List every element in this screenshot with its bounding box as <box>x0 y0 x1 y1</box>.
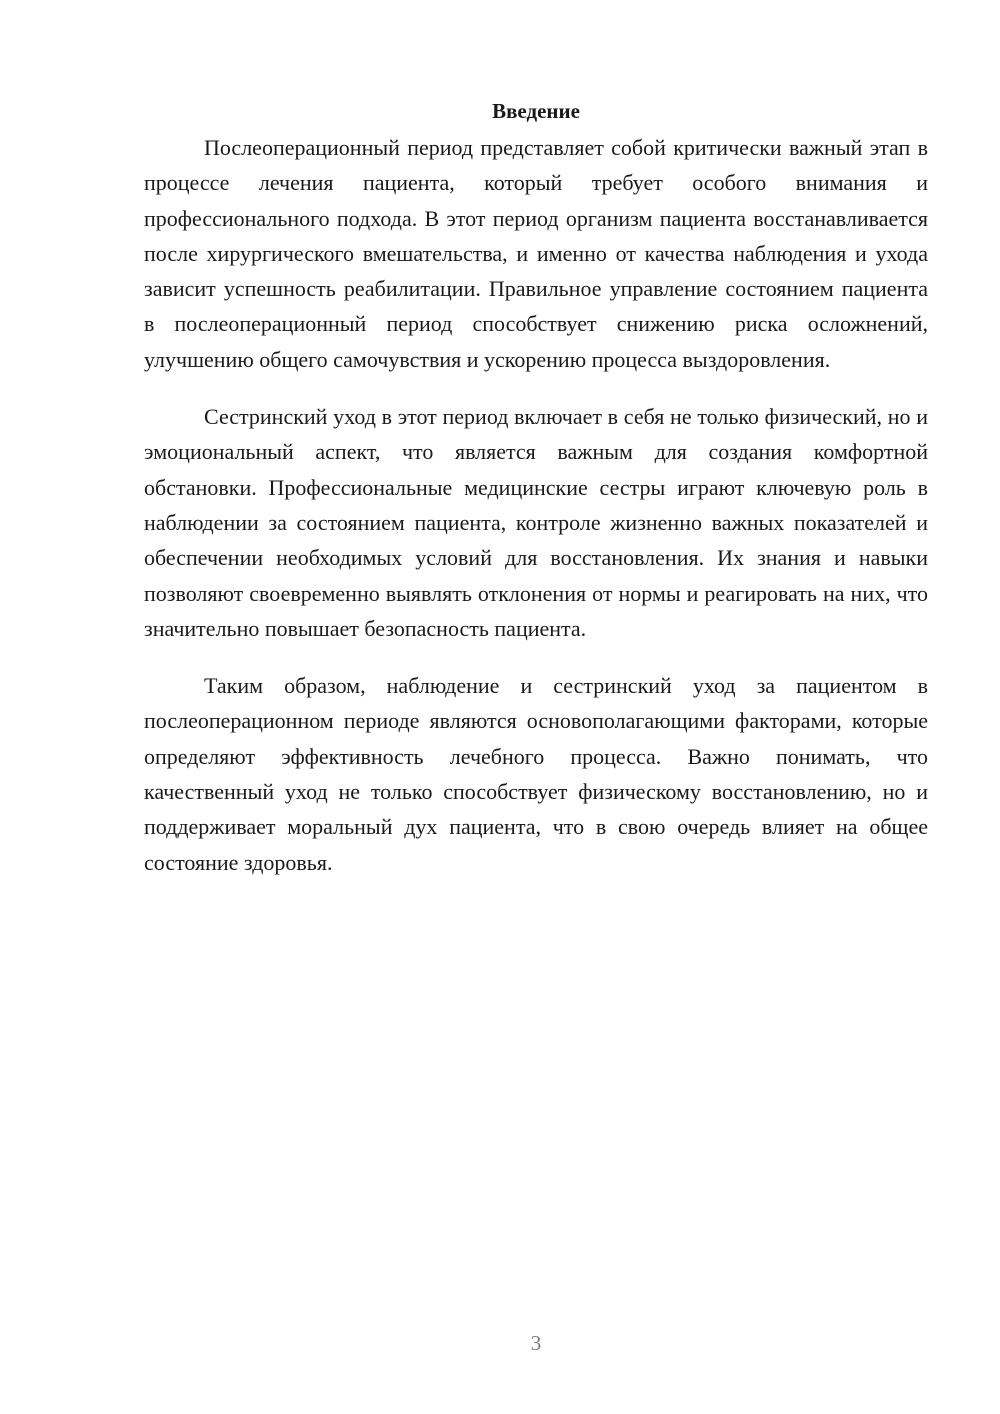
page-content <box>144 96 928 902</box>
page-number: 3 <box>530 1331 542 1355</box>
paragraph-1: Послеоперационный период представляет собой критически важный этап в процессе лечения пациента, который требует особого внимания и профессионального подхода. В этот период организм пациента восстанавливается после хирургического вмешательства, и именно от качества наблюдения и ухода зависит успешность реабилитации. Правильное управление состоянием пациента в послеоперационный период способствует снижению риска осложнений, улучшению общего самочувствия и ускорению процесса выздоровления. <box>144 135 928 372</box>
paragraph-2: Сестринский уход в этот период включает в себя не только физический, но и эмоциональный аспект, что является важным для создания комфортной обстановки. Профессиональные медицинские сестры играют ключевую роль в наблюдении за состоянием пациента, контроле жизненно важных показателей и обеспечении необходимых условий для восстановления. Их знания и навыки позволяют своевременно выявлять отклонения от нормы и реагировать на них, что значительно повышает безопасность пациента. <box>144 404 928 641</box>
paragraph-3: Таким образом, наблюдение и сестринский уход за пациентом в послеоперационном периоде являются основополагающими факторами, которые определяют эффективность лечебного процесса. Важно понимать, что качественный уход не только способствует физическому восстановлению, но и поддерживает моральный дух пациента, что в свою очередь влияет на общее состояние здоровья. <box>144 673 928 875</box>
section-title: Введение <box>492 99 580 123</box>
